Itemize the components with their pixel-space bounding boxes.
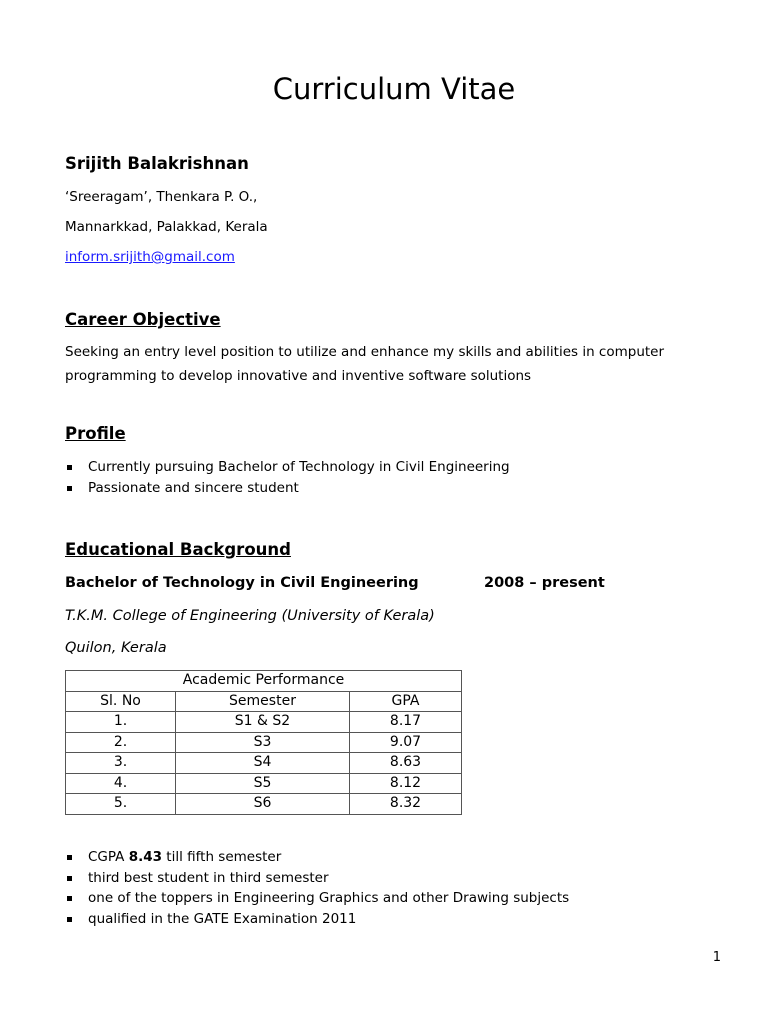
highlights-list <box>65 847 569 929</box>
candidate-name: Srijith Balakrishnan <box>65 154 249 173</box>
table-row <box>66 732 462 753</box>
career-objective-heading: Career Objective <box>65 310 221 329</box>
table-cell: 8.32 <box>350 794 462 815</box>
table-cell: 8.12 <box>350 773 462 794</box>
bullet-icon <box>67 876 72 881</box>
table-cell: 3. <box>66 753 176 774</box>
page-number: 1 <box>712 950 721 965</box>
table-row <box>66 753 462 774</box>
academic-performance-table <box>65 670 462 815</box>
college-name: T.K.M. College of Engineering (University of Kerala) <box>65 608 435 624</box>
degree-years: 2008 – present <box>484 575 605 591</box>
table-caption: Academic Performance <box>66 671 462 692</box>
address-line-1: ‘Sreeragam’, Thenkara P. O., <box>65 189 258 205</box>
table-cell: S4 <box>176 753 350 774</box>
highlight-text: third best student in third semester <box>88 869 329 886</box>
table-cell: S5 <box>176 773 350 794</box>
list-item <box>65 847 569 868</box>
bullet-icon <box>67 465 72 470</box>
college-location: Quilon, Kerala <box>65 640 167 656</box>
highlight-text: one of the toppers in Engineering Graphics and other Drawing subjects <box>88 890 570 906</box>
education-heading: Educational Background <box>65 540 291 559</box>
table-cell: 9.07 <box>350 732 462 753</box>
cgpa-value: 8.43 <box>128 849 163 865</box>
table-cell: 4. <box>66 773 176 794</box>
profile-item-text: Currently pursuing Bachelor of Technology in Civil Engineering <box>88 459 510 475</box>
profile-heading: Profile <box>65 424 126 443</box>
table-row <box>66 794 462 815</box>
bullet-icon <box>67 917 72 922</box>
table-row <box>66 712 462 733</box>
list-item <box>65 909 569 930</box>
cgpa-suffix: till fifth semester <box>162 849 282 865</box>
profile-list <box>65 457 510 498</box>
table-cell: 8.17 <box>350 712 462 733</box>
table-cell: 2. <box>66 732 176 753</box>
document-title: Curriculum Vitae <box>272 72 516 106</box>
bullet-icon <box>67 896 72 901</box>
list-item <box>65 888 569 909</box>
degree-title: Bachelor of Technology in Civil Engineering <box>65 575 419 591</box>
table-cell: S1 & S2 <box>176 712 350 733</box>
table-cell: 1. <box>66 712 176 733</box>
career-objective-line-2: programming to develop innovative and inventive software solutions <box>65 368 532 384</box>
table-cell: 5. <box>66 794 176 815</box>
career-objective-line-1: Seeking an entry level position to utilize and enhance my skills and abilities in computer <box>65 344 665 360</box>
table-row <box>66 773 462 794</box>
address-line-2: Mannarkkad, Palakkad, Kerala <box>65 219 268 235</box>
list-item <box>65 457 510 478</box>
highlight-text: qualified in the GATE Examination 2011 <box>88 910 357 927</box>
column-header: Semester <box>176 691 350 712</box>
table-cell: S6 <box>176 794 350 815</box>
email-link[interactable]: inform.srijith@gmail.com <box>65 249 235 265</box>
table-cell: 8.63 <box>350 753 462 774</box>
column-header: GPA <box>350 691 462 712</box>
cgpa-prefix: CGPA <box>88 849 129 865</box>
table-cell: S3 <box>176 732 350 753</box>
table-header-row <box>66 691 462 712</box>
bullet-icon <box>67 486 72 491</box>
list-item <box>65 478 510 499</box>
bullet-icon <box>67 855 72 860</box>
profile-item-text: Passionate and sincere student <box>88 479 299 496</box>
column-header: Sl. No <box>66 691 176 712</box>
list-item <box>65 868 569 889</box>
